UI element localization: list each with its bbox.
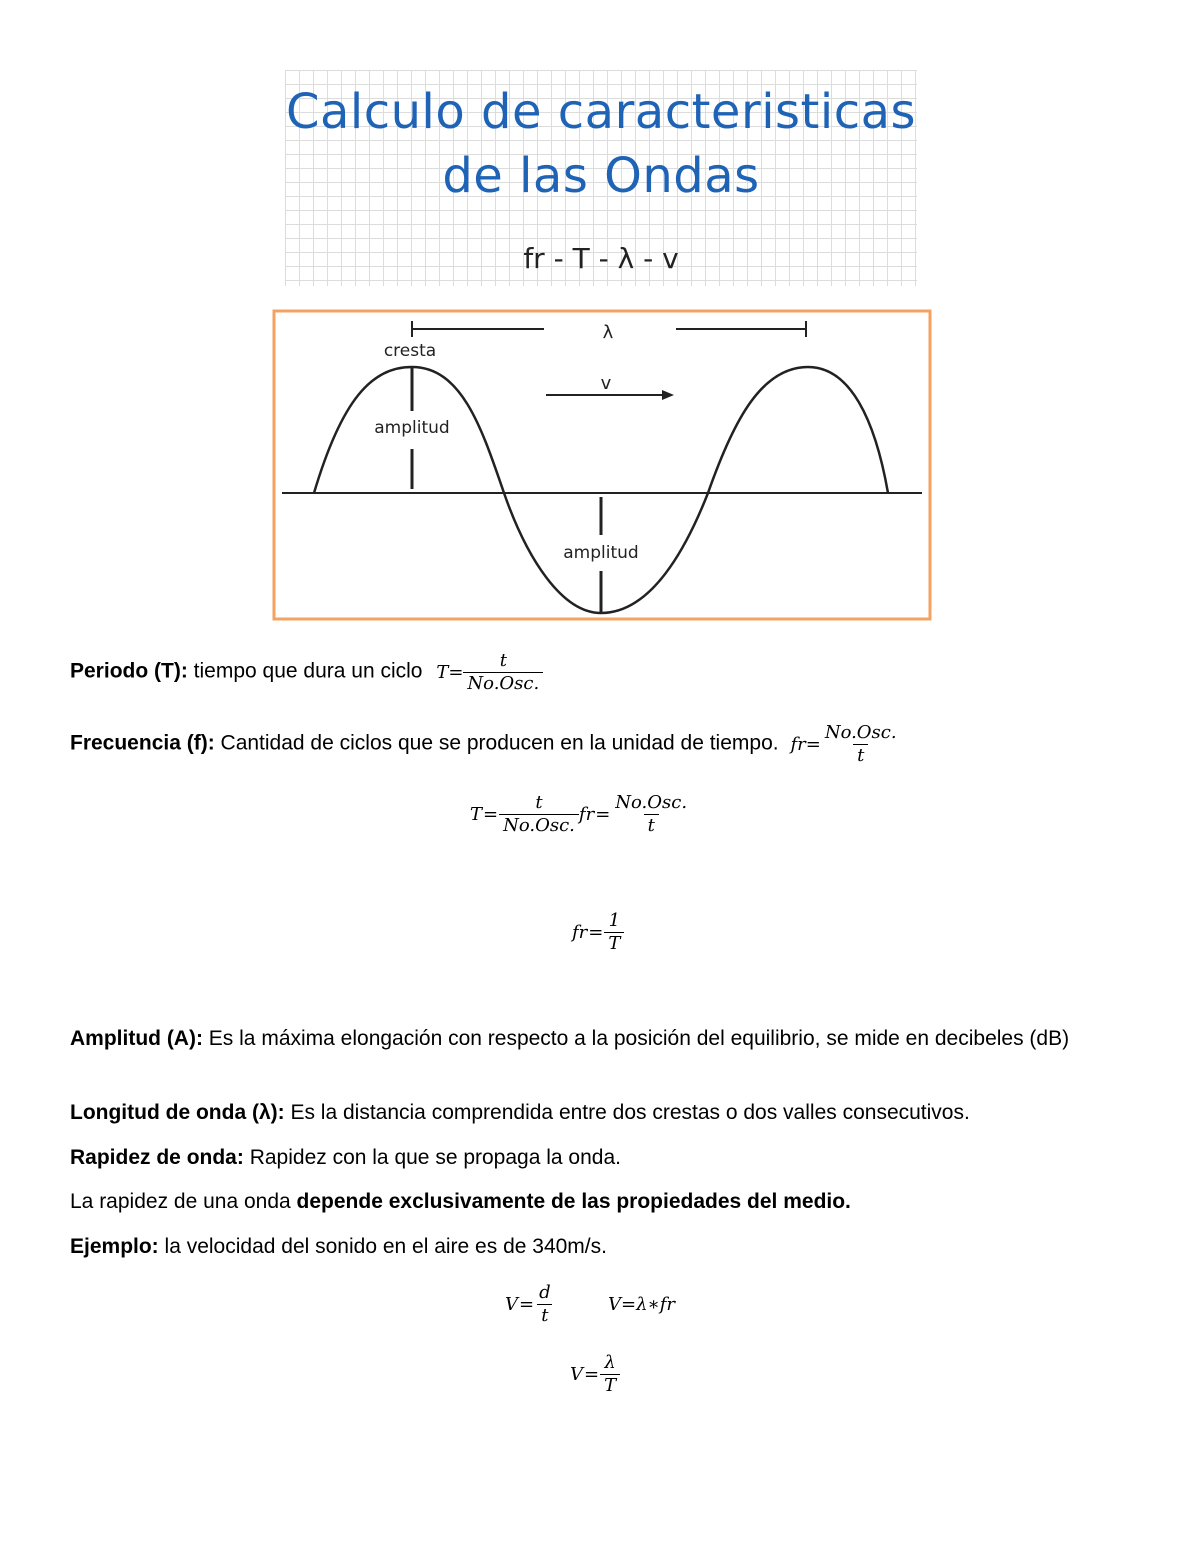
amplitud-label: Amplitud (A): xyxy=(70,1027,203,1050)
wave-diagram xyxy=(272,309,932,623)
v3-eq: = xyxy=(584,1364,600,1385)
inverse-lhs: fr xyxy=(572,922,588,943)
combined-t-lhs: T xyxy=(470,804,483,825)
periodo-fraction-den: No.Osc. xyxy=(463,672,543,695)
ejemplo-paragraph xyxy=(70,1232,1130,1262)
velocity-formula-1 xyxy=(505,1282,555,1327)
combined-f-num: No.Osc. xyxy=(615,792,688,813)
v3-num: λ xyxy=(604,1352,616,1373)
v3-den: T xyxy=(600,1374,620,1397)
crest-label: cresta xyxy=(383,341,437,361)
combined-t-eq: = xyxy=(483,804,499,825)
periodo-formula xyxy=(436,650,543,694)
combined-f-lhs: fr xyxy=(578,804,595,825)
combined-f-den: t xyxy=(644,814,659,837)
periodo-label: Periodo (T): xyxy=(70,659,188,683)
ejemplo-text: la velocidad del sonido en el aire es de 340m/s. xyxy=(158,1235,607,1258)
periodo-fraction-num: t xyxy=(499,650,507,671)
inverse-fraction xyxy=(604,910,624,955)
velocity-label: v xyxy=(600,373,612,394)
frecuencia-label: Frecuencia (f): xyxy=(70,731,215,755)
inverse-eq: = xyxy=(588,922,604,943)
ejemplo-label: Ejemplo: xyxy=(70,1235,159,1258)
inverse-num: 1 xyxy=(608,910,621,931)
medio-bold: depende exclusivamente de las propiedades del medio. xyxy=(296,1190,851,1213)
periodo-formula-lhs: T xyxy=(436,661,449,683)
medio-text: La rapidez de una onda xyxy=(70,1190,297,1213)
periodo-fraction xyxy=(463,650,543,695)
v1-lhs: V xyxy=(505,1294,518,1315)
frecuencia-paragraph xyxy=(70,722,1130,767)
combined-formula xyxy=(470,792,691,837)
frecuencia-formula-lhs: fr xyxy=(790,733,806,755)
frecuencia-fraction-den: t xyxy=(853,744,868,767)
combined-t-den: No.Osc. xyxy=(499,814,579,837)
v1-fraction xyxy=(535,1282,555,1327)
amplitud-paragraph xyxy=(70,1024,1130,1054)
title-subtitle: fr - T - λ - v xyxy=(523,242,679,275)
velocity-formula-2 xyxy=(608,1294,675,1315)
frecuencia-fraction xyxy=(821,722,901,767)
rapidez-paragraph xyxy=(70,1143,1130,1173)
v2-text: V=λ∗fr xyxy=(608,1294,675,1315)
rapidez-label: Rapidez de onda: xyxy=(70,1146,244,1169)
combined-t-num: t xyxy=(535,792,543,813)
inverse-den: T xyxy=(604,932,624,955)
periodo-paragraph xyxy=(70,650,1130,695)
velocity-formula-3 xyxy=(570,1352,620,1397)
longitud-label: Longitud de onda (λ): xyxy=(70,1101,285,1124)
v1-eq: = xyxy=(519,1294,535,1315)
amplitud-text: Es la máxima elongación con respecto a la posición del equilibrio, se mide en decibeles (dB) xyxy=(202,1027,1070,1050)
frecuencia-formula-eq: = xyxy=(805,733,821,755)
frecuencia-fraction-num: No.Osc. xyxy=(824,722,897,743)
amplitude-top-label: amplitud xyxy=(374,418,450,438)
v3-fraction xyxy=(600,1352,620,1397)
amplitude-bottom-label: amplitud xyxy=(563,543,639,563)
frecuencia-formula xyxy=(790,722,900,766)
v3-lhs: V xyxy=(570,1364,583,1385)
title-line-2: de las Ondas xyxy=(442,148,760,204)
combined-t-fraction xyxy=(499,792,579,837)
longitud-paragraph xyxy=(70,1098,1130,1128)
combined-f-eq: = xyxy=(595,804,611,825)
combined-f-fraction xyxy=(611,792,691,837)
inverse-formula xyxy=(572,910,624,955)
title-line-1: Calculo de caracteristicas xyxy=(285,84,917,140)
medio-paragraph xyxy=(70,1187,1130,1217)
lambda-label: λ xyxy=(602,322,614,343)
frecuencia-text: Cantidad de ciclos que se producen en la unidad de tiempo. xyxy=(214,731,779,755)
title-card xyxy=(285,70,917,286)
longitud-text: Es la distancia comprendida entre dos crestas o dos valles consecutivos. xyxy=(284,1101,970,1124)
periodo-text: tiempo que dura un ciclo xyxy=(187,659,423,683)
v1-num: d xyxy=(539,1282,551,1303)
v1-den: t xyxy=(537,1304,552,1327)
rapidez-text: Rapidez con la que se propaga la onda. xyxy=(243,1146,621,1169)
periodo-formula-eq: = xyxy=(448,661,464,683)
